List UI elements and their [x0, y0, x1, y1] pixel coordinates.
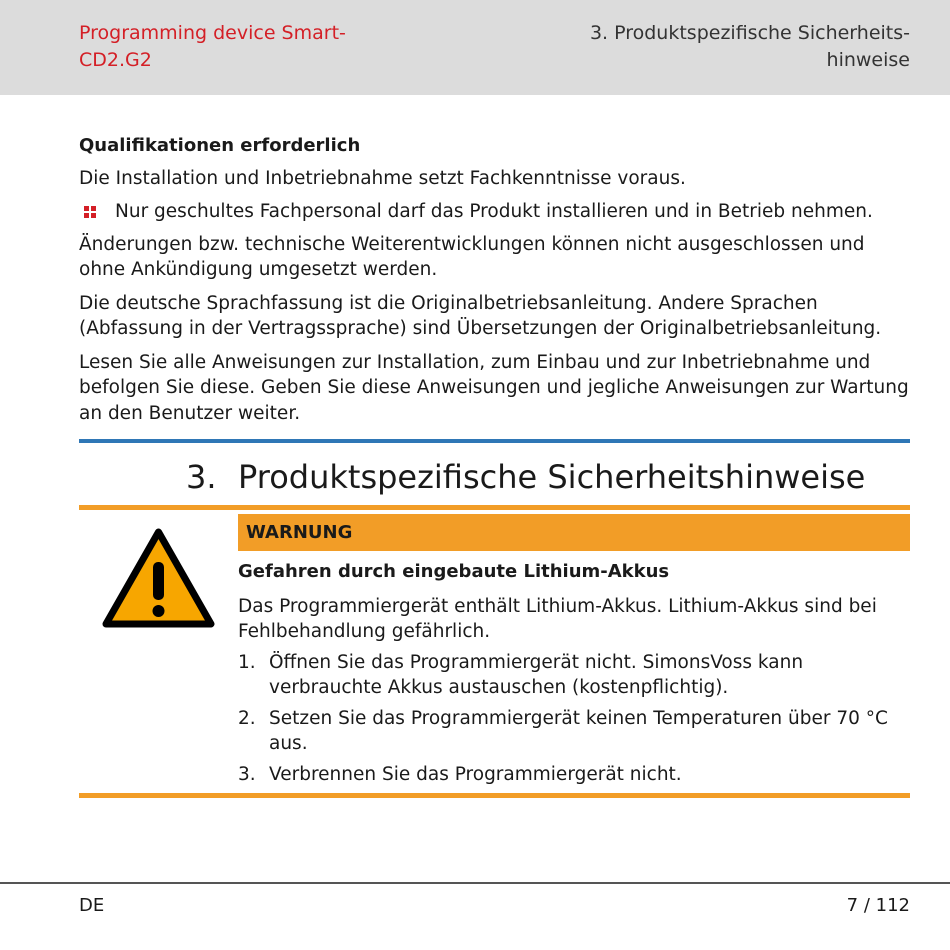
step-number: 1.: [238, 651, 256, 673]
section-number: 3.: [186, 458, 217, 496]
step-text: Öffnen Sie das Programmiergerät nicht. SimonsVoss kann verbrauchte Akkus austauschen (kostenpflichtig).: [269, 651, 804, 698]
step-text: Verbrennen Sie das Programmiergerät nicht.: [269, 763, 682, 785]
chapter-title-line1: 3. Produktspezifische Sicherheits-: [589, 22, 910, 44]
footer-language: DE: [79, 895, 105, 916]
page-header: [0, 0, 950, 95]
list-item: [238, 706, 910, 757]
product-name-line2: CD2.G2: [79, 49, 152, 71]
warning-top-rule: [79, 505, 910, 510]
product-name-line1: Programming device Smart-: [79, 22, 346, 44]
warning-label-bar: [238, 514, 910, 551]
paragraph-instructions: Lesen Sie alle Anweisungen zur Installation, zum Einbau und zur Inbetriebnahme und befolgen Sie diese. Geben Sie diese Anweisungen und jegliche Anweisungen zur Wartung an den Benutzer weiter.: [79, 351, 909, 424]
warning-steps: [238, 650, 910, 788]
qualifications-heading: Qualifikationen erforderlich: [79, 135, 361, 156]
section-title: Produktspezifische Sicherheitshinweise: [238, 458, 866, 496]
warning-bottom-rule: [79, 793, 910, 798]
step-text: Setzen Sie das Programmiergerät keinen Temperaturen über 70 °C aus.: [269, 707, 888, 754]
warning-intro: Das Programmiergerät enthält Lithium-Akkus. Lithium-Akkus sind bei Fehlbehandlung gefährlich.: [238, 595, 877, 642]
main-content: [79, 133, 910, 434]
footer-divider: [0, 882, 950, 884]
list-item: [238, 762, 910, 788]
bullet-text: Nur geschultes Fachpersonal darf das Produkt installieren und in Betrieb nehmen.: [115, 201, 873, 222]
list-item: [79, 199, 910, 225]
paragraph-changes: Änderungen bzw. technische Weiterentwicklungen können nicht ausgeschlossen und ohne Ankündigung umgesetzt werden.: [79, 233, 865, 280]
qualifications-intro: Die Installation und Inbetriebnahme setzt Fachkenntnisse voraus.: [79, 167, 686, 189]
step-number: 2.: [238, 707, 256, 729]
page-number: 7 / 112: [846, 895, 910, 916]
section-heading: [79, 455, 910, 500]
paragraph-language: Die deutsche Sprachfassung ist die Originalbetriebsanleitung. Andere Sprachen (Abfassung in der Vertragssprache) sind Übersetzungen der Originalbetriebsanleitung.: [79, 292, 882, 339]
warning-body: [238, 559, 910, 792]
chapter-title-line2: hinweise: [826, 49, 910, 71]
warning-heading: Gefahren durch eingebaute Lithium-Akkus: [238, 561, 670, 582]
step-number: 3.: [238, 763, 256, 785]
warning-triangle-icon: [102, 528, 215, 629]
warning-label: WARNUNG: [246, 522, 353, 543]
section-divider: [79, 439, 910, 443]
chapter-title: [550, 20, 910, 74]
product-name: [79, 20, 379, 74]
red-square-bullet-icon: [84, 206, 96, 218]
list-item: [238, 650, 910, 701]
